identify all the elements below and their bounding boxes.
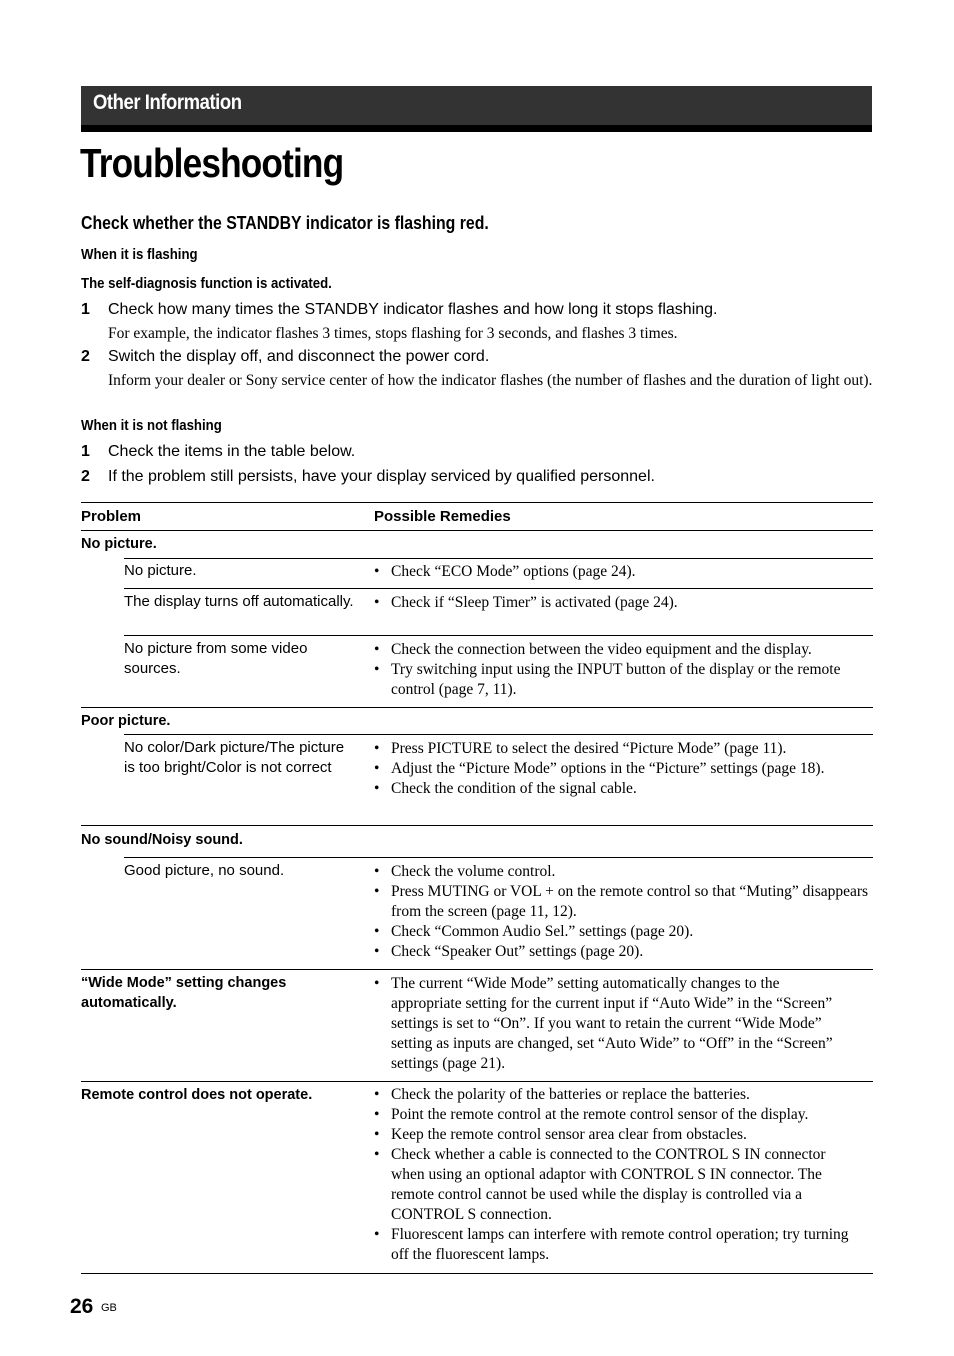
remedy-item: • Check the condition of the signal cable. [374,779,829,799]
remedy-item: • Check if “Sleep Timer” is activated (page 24). [374,593,869,613]
remedy-item: • Press PICTURE to select the desired “Picture Mode” (page 11). [374,739,829,759]
column-header-remedies: Possible Remedies [374,508,511,525]
table-rule [124,558,873,559]
remedy-item: • Press MUTING or VOL + on the remote control so that “Muting” disappears from the screen (page 11, 12). [374,882,869,922]
table-rule [81,969,873,970]
standby-check-heading: Check whether the STANDBY indicator is flashing red. [81,213,489,233]
table-rule [81,1081,873,1082]
remedy-item: • Check the polarity of the batteries or replace the batteries. [374,1085,856,1105]
not-flashing-heading: When it is not flashing [81,417,222,434]
page-number-suffix: GB [101,1302,117,1314]
column-header-problem: Problem [81,508,142,525]
remedy-item: • Keep the remote control sensor area clear from obstacles. [374,1125,856,1145]
remedy-item: • Point the remote control at the remote control sensor of the display. [374,1105,856,1125]
table-rule [81,707,873,708]
category-remote-control: Remote control does not operate. [81,1087,313,1103]
remedy-list [374,593,869,613]
flashing-step-detail: Inform your dealer or Sony service center of how the indicator flashes (the number of flashes and the duration of light out). [108,372,873,389]
flashing-heading: When it is flashing [81,246,198,263]
remedy-item: • Check “Speaker Out” settings (page 20). [374,942,869,962]
not-flashing-step-text: Check the items in the table below. [108,443,356,460]
remedy-item: • Adjust the “Picture Mode” options in the “Picture” settings (page 18). [374,759,829,779]
page-number: 26 [70,1295,94,1318]
remedy-item: • The current “Wide Mode” setting automatically changes to the appropriate setting for the current input if “Auto Wide” in the “Screen” settings is set to “On”. If you want to retain the current “Wide Mode” setting as inputs are changed, set “Auto Wide” to “Off” in the “Screen” settings (page 21). [374,974,849,1074]
remedy-item: • Check the connection between the video equipment and the display. [374,640,869,660]
remedy-list [374,862,869,962]
category-poor-picture: Poor picture. [81,713,171,729]
flashing-step-text: Check how many times the STANDBY indicator flashes and how long it stops flashing. [108,301,718,318]
table-rule [124,588,873,589]
category-no-sound: No sound/Noisy sound. [81,832,243,848]
table-rule [81,530,873,531]
remedy-list [374,974,849,1074]
table-rule [124,635,873,636]
section-header-bar [81,86,872,132]
table-rule [124,734,873,735]
table-rule [124,857,873,858]
remedy-item: • Fluorescent lamps can interfere with remote control operation; try turning off the fluorescent lamps. [374,1225,856,1265]
flashing-step-number: 2 [81,348,90,365]
remedy-item: • Check the volume control. [374,862,869,882]
remedy-list [374,1085,856,1265]
problem-cell: The display turns off automatically. [124,593,354,610]
problem-cell: Good picture, no sound. [124,862,285,879]
flashing-step-text: Switch the display off, and disconnect the power cord. [108,348,490,365]
self-diagnosis-heading: The self-diagnosis function is activated. [81,275,332,292]
remedy-item: • Try switching input using the INPUT button of the display or the remote control (page 7, 11). [374,660,869,700]
not-flashing-step-number: 1 [81,443,90,460]
flashing-step-detail: For example, the indicator flashes 3 times, stops flashing for 3 seconds, and flashes 3 times. [108,325,678,342]
remedy-list [374,739,829,799]
table-rule [81,825,873,826]
table-top-rule [81,502,873,503]
remedy-item: • Check “Common Audio Sel.” settings (page 20). [374,922,869,942]
not-flashing-step-number: 2 [81,468,90,485]
problem-cell: No picture from some video sources. [124,640,308,677]
flashing-step-number: 1 [81,301,90,318]
page-title: Troubleshooting [80,140,344,186]
problem-cell: No picture. [124,562,197,579]
remedy-list [374,562,869,582]
table-bottom-rule [81,1273,873,1274]
remedy-item: • Check “ECO Mode” options (page 24). [374,562,869,582]
remedy-list [374,640,869,700]
not-flashing-step-text: If the problem still persists, have your display serviced by qualified personnel. [108,468,655,485]
section-header-title: Other Information [93,91,242,114]
category-wide-mode: “Wide Mode” setting changes automatically. [81,975,287,1011]
problem-cell: No color/Dark picture/The picture is too bright/Color is not correct [124,739,345,776]
remedy-item: • Check whether a cable is connected to the CONTROL S IN connector when using an optional adaptor with CONTROL S IN connector. The remote control cannot be used while the display is controlled via a CONTROL S connection. [374,1145,856,1225]
category-no-picture: No picture. [81,536,157,552]
